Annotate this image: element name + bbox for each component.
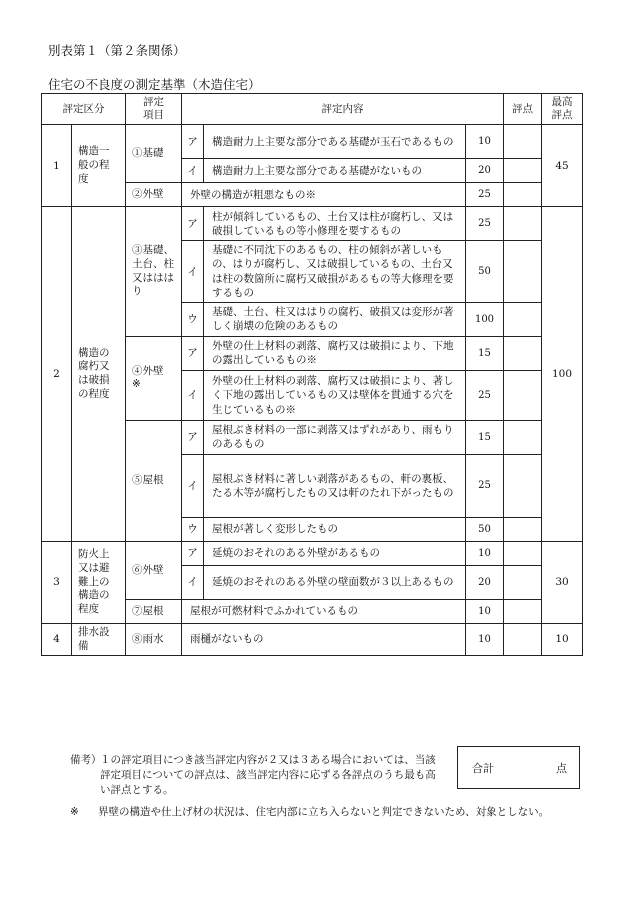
- header-max: 最高 評点: [542, 94, 583, 125]
- table-row: [42, 623, 583, 655]
- section-number: 3: [42, 541, 72, 623]
- section-category: 構造一 般の程 度: [72, 125, 126, 207]
- criterion-text: 外壁の構造が粗悪なもの※: [182, 183, 466, 207]
- criterion-letter: ア: [182, 207, 204, 241]
- item-label: ④外壁 ※: [126, 336, 182, 420]
- section-max-score: 100: [542, 207, 583, 542]
- score-cell: [504, 420, 542, 454]
- asterisk-mark: ※: [70, 806, 79, 818]
- header-content: 評定内容: [182, 94, 504, 125]
- table-body: [42, 125, 583, 656]
- criterion-text: 延焼のおそれのある外壁の壁面数が３以上あるもの: [204, 565, 466, 599]
- criterion-letter: イ: [182, 370, 204, 420]
- criterion-letter: イ: [182, 454, 204, 517]
- score-cell: [504, 159, 542, 183]
- remarks-note: [70, 753, 445, 799]
- asterisk-text: 界壁の構造や仕上げ材の状況は、住宅内部に立ち入らないと判定できないため、対象としない。: [98, 806, 550, 818]
- criterion-points: 10: [466, 125, 504, 159]
- criterion-points: 10: [466, 599, 504, 623]
- criterion-text: 屋根が著しく変形したもの: [204, 517, 466, 541]
- asterisk-note: [70, 805, 570, 820]
- header-category: 評定区分: [42, 94, 126, 125]
- criterion-points: 50: [466, 517, 504, 541]
- table-row: [42, 541, 583, 565]
- remarks-text: １の評定項目につき該当評定内容が２又は３ある場合においては、当該評定項目についての評点は、該当評定内容に応ずる各評点のうち最も高い評点とする。: [100, 754, 436, 797]
- criterion-text: 外壁の仕上材料の剥落、腐朽又は破損により、著しく下地の露出しているもの又は壁体を貫通する穴を生じているもの※: [204, 370, 466, 420]
- item-label: ⑦屋根: [126, 599, 182, 623]
- criterion-text: 雨樋がないもの: [182, 623, 466, 655]
- table-title: 住宅の不良度の測定基準（木造住宅）: [48, 77, 261, 92]
- table-row: [42, 125, 583, 159]
- criterion-text: 延焼のおそれのある外壁があるもの: [204, 541, 466, 565]
- section-number: 1: [42, 125, 72, 207]
- score-cell: [504, 207, 542, 241]
- criterion-points: 50: [466, 241, 504, 303]
- score-cell: [504, 623, 542, 655]
- criterion-points: 25: [466, 207, 504, 241]
- header-item: 評定 項目: [126, 94, 182, 125]
- score-cell: [504, 302, 542, 336]
- criterion-letter: ウ: [182, 302, 204, 336]
- score-cell: [504, 125, 542, 159]
- criterion-points: 25: [466, 370, 504, 420]
- section-max-score: 30: [542, 541, 583, 623]
- criterion-letter: イ: [182, 159, 204, 183]
- criterion-points: 10: [466, 623, 504, 655]
- header-score: 評点: [504, 94, 542, 125]
- criterion-points: 20: [466, 565, 504, 599]
- total-unit: 点: [556, 762, 567, 775]
- criterion-points: 25: [466, 454, 504, 517]
- criterion-text: 構造耐力上主要な部分である基礎が玉石であるもの: [204, 125, 466, 159]
- score-cell: [504, 336, 542, 370]
- score-cell: [504, 599, 542, 623]
- section-max-score: 45: [542, 125, 583, 207]
- criterion-text: 構造耐力上主要な部分である基礎がないもの: [204, 159, 466, 183]
- item-label: ⑤屋根: [126, 420, 182, 541]
- criterion-text: 基礎に不同沈下のあるもの、柱の傾斜が著しいもの、はりが腐朽し、又は破損しているもの、土台又は柱の数箇所に腐朽又破損があるもの等大修理を要するもの: [204, 241, 466, 303]
- section-max-score: 10: [542, 623, 583, 655]
- score-cell: [504, 370, 542, 420]
- criterion-points: 100: [466, 302, 504, 336]
- criterion-text: 柱が傾斜しているもの、土台又は柱が腐朽し、又は破損しているもの等小修理を要するもの: [204, 207, 466, 241]
- total-label: 合計: [472, 762, 494, 775]
- criterion-letter: イ: [182, 565, 204, 599]
- criterion-points: 15: [466, 336, 504, 370]
- score-cell: [504, 565, 542, 599]
- item-label: ②外壁: [126, 183, 182, 207]
- criterion-letter: ウ: [182, 517, 204, 541]
- criterion-text: 屋根ぶき材料の一部に剥落又はずれがあり、雨もりのあるもの: [204, 420, 466, 454]
- remarks-label: 備考）: [70, 754, 102, 766]
- total-score-box: [457, 746, 580, 789]
- item-label: ⑥外壁: [126, 541, 182, 599]
- criterion-points: 25: [466, 183, 504, 207]
- item-label: ③基礎、 土台、柱 又ははは り: [126, 207, 182, 337]
- table-row: [42, 207, 583, 241]
- criterion-text: 屋根が可燃材料でふかれているもの: [182, 599, 466, 623]
- score-cell: [504, 183, 542, 207]
- section-number: 2: [42, 207, 72, 542]
- annex-title: 別表第１（第２条関係）: [48, 43, 186, 58]
- header-row: [42, 94, 583, 125]
- score-cell: [504, 454, 542, 517]
- score-cell: [504, 241, 542, 303]
- criterion-text: 屋根ぶき材料に著しい剥落があるもの、軒の裏板、たる木等が腐朽したもの又は軒のたれ下がったもの: [204, 454, 466, 517]
- section-category: 防火上 又は避 難上の 構造の 程度: [72, 541, 126, 623]
- criterion-text: 外壁の仕上材料の剥落、腐朽又は破損により、下地の露出しているもの※: [204, 336, 466, 370]
- criterion-letter: ア: [182, 125, 204, 159]
- criterion-letter: ア: [182, 336, 204, 370]
- criterion-points: 10: [466, 541, 504, 565]
- item-label: ①基礎: [126, 125, 182, 183]
- criterion-points: 15: [466, 420, 504, 454]
- criterion-points: 20: [466, 159, 504, 183]
- criterion-letter: ア: [182, 420, 204, 454]
- score-cell: [504, 517, 542, 541]
- item-label: ⑧雨水: [126, 623, 182, 655]
- criteria-table: [41, 93, 583, 656]
- criterion-text: 基礎、土台、柱又ははりの腐朽、破損又は変形が著しく崩壊の危険のあるもの: [204, 302, 466, 336]
- section-category: 排水設 備: [72, 623, 126, 655]
- criterion-letter: イ: [182, 241, 204, 303]
- criterion-letter: ア: [182, 541, 204, 565]
- score-cell: [504, 541, 542, 565]
- section-number: 4: [42, 623, 72, 655]
- section-category: 構造の 腐朽又 は破損 の程度: [72, 207, 126, 542]
